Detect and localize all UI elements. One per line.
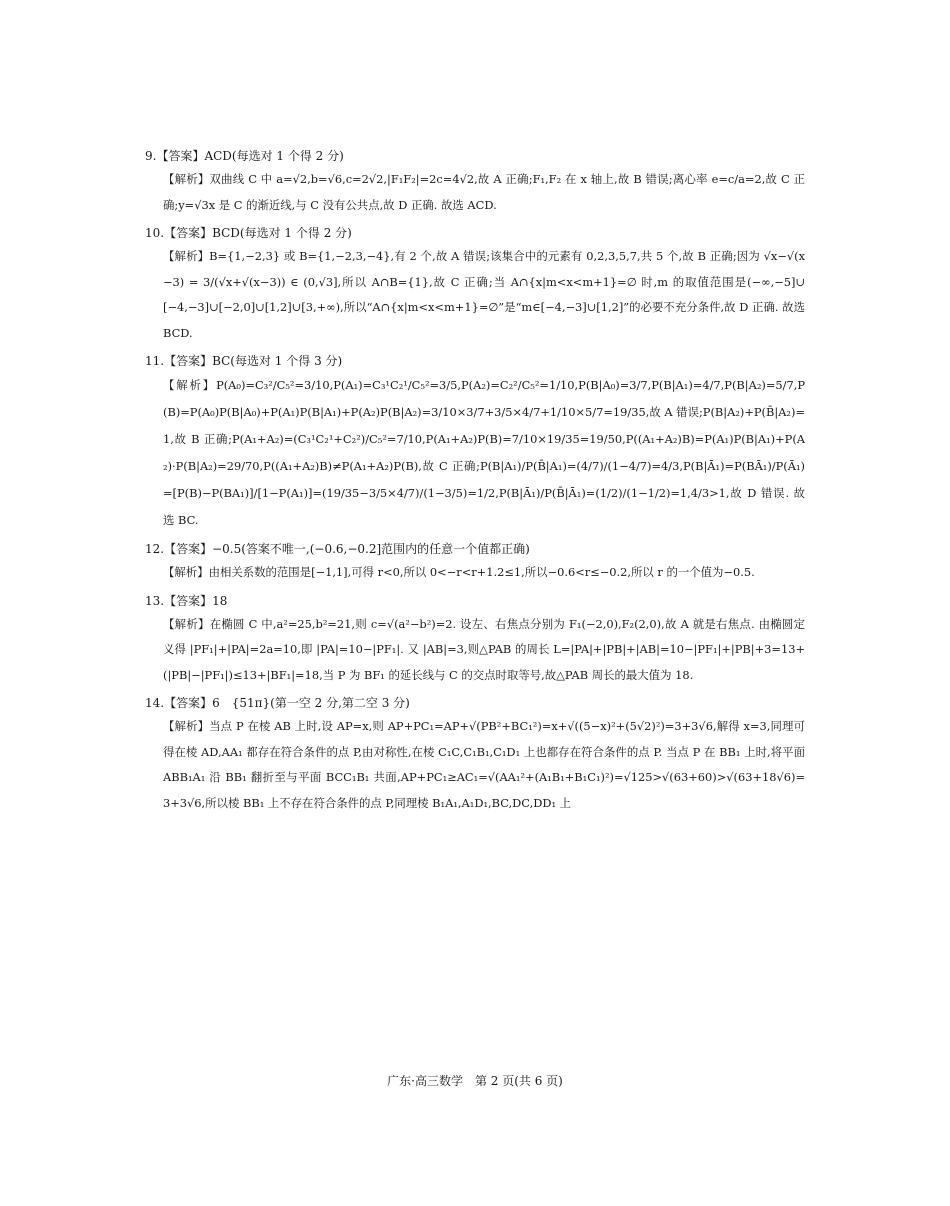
explanation: 【解析】双曲线 C 中 a=√2,b=√6,c=2√2,|F₁F₂|=2c=4√2,故 A 正确;F₁,F₂ 在 x 轴上,故 B 错误;离心率 e=c/a=2,故 C 正确;y=√3x 是 C 的渐近线,与 C 没有公共点,故 D 正确. 故选 ACD. xyxy=(163,172,805,212)
answer-line: 11.【答案】BC(每选对 1 个得 3 分) xyxy=(145,354,343,368)
explanation: 【解析】由相关系数的范围是[−1,1],可得 r<0,所以 0<−r<r+1.2≤1,所以−0.6<r≤−0.2,所以 r 的一个值为−0.5. xyxy=(163,565,755,579)
answer-line: 10.【答案】BCD(每选对 1 个得 2 分) xyxy=(145,226,352,240)
question-14 xyxy=(145,692,805,816)
answer-line: 12.【答案】−0.5(答案不唯一,(−0.6,−0.2]范围内的任意一个值都正确) xyxy=(145,542,530,556)
answer-line: 13.【答案】18 xyxy=(145,593,228,608)
explanation: 【解析】在椭圆 C 中,a²=25,b²=21,则 c=√(a²−b²)=2. 设左、右焦点分别为 F₁(−2,0),F₂(2,0),故 A 就是右焦点. 由椭圆定义得 |PF₁|+|PA|=2a=10,即 |PA|=10−|PF₁|. 又 |AB|=3,则△PAB 的周长 L=|PA|+|PB|+|AB|=10−|PF₁|+|PB|+3=13+(|PB|−|PF₁|)≤13+|BF₁|=18,当 P 为 BF₁ 的延长线与 C 的交点时取等号,故△PAB 周长的最大值为 18. xyxy=(163,616,805,682)
answer-line: 14.【答案】6 {51π}(第一空 2 分,第二空 3 分) xyxy=(145,696,410,710)
question-9 xyxy=(145,145,805,218)
question-11 xyxy=(145,350,805,534)
answer-content xyxy=(145,145,805,820)
explanation: 【解析】B={1,−2,3} 或 B={1,−2,3,−4},有 2 个,故 A 错误;该集合中的元素有 0,2,3,5,7,共 5 个,故 B 正确;因为 √x−√(x−3) = 3/(√x+√(x−3)) ∈ (0,√3],所以 A∩B={1},故 C 正确;当 A∩{x|m<x<m+1}=∅ 时,m 的取值范围是(−∞,−5]∪[−4,−3]∪[−2,0]∪[1,2]∪[3,+∞),所以“A∩{x|m<x<m+1}=∅”是“m∈[−4,−3]∪[1,2]”的必要不充分条件,故 D 正确. 故选 BCD. xyxy=(163,249,805,340)
page-footer: 广东·高三数学 第 2 页(共 6 页) xyxy=(387,1074,563,1088)
question-12 xyxy=(145,538,805,586)
question-13 xyxy=(145,590,805,689)
explanation: 【解析】当点 P 在棱 AB 上时,设 AP=x,则 AP+PC₁=AP+√(PB²+BC₁²)=x+√((5−x)²+(5√2)²)=3+3√6,解得 x=3,同理可得在棱 AD,AA₁ 都存在符合条件的点 P,由对称性,在棱 C₁C,C₁B₁,C₁D₁ 上也都存在符合条件的点 P. 当点 P 在 BB₁ 上时,将平面 ABB₁A₁ 沿 BB₁ 翻折至与平面 BCC₁B₁ 共面,AP+PC₁≥AC₁=√(AA₁²+(A₁B₁+B₁C₁)²)=√125>√(63+60)>√(63+18√6)=3+3√6,所以棱 BB₁ 上不存在符合条件的点 P,同理棱 B₁A₁,A₁D₁,BC,DC,DD₁ 上 xyxy=(163,719,805,810)
answer-line: 9.【答案】ACD(每选对 1 个得 2 分) xyxy=(145,149,344,163)
question-10 xyxy=(145,222,805,346)
explanation: 【解析】P(A₀)=C₃²/C₅²=3/10,P(A₁)=C₃¹C₂¹/C₅²=3/5,P(A₂)=C₂²/C₅²=1/10,P(B|A₀)=3/7,P(B|A₁)=4/7,P(B|A₂)=5/7,P(B)=P(A₀)P(B|A₀)+P(A₁)P(B|A₁)+P(A₂)P(B|A₂)=3/10×3/7+3/5×4/7+1/10×5/7=19/35,故 A 错误;P(B|A₂)+P(B̄|A₂)=1,故 B 正确;P(A₁+A₂)=(C₃¹C₂¹+C₂²)/C₅²=7/10,P(A₁+A₂)P(B)=7/10×19/35=19/50,P((A₁+A₂)B)=P(A₁)P(B|A₁)+P(A₂)·P(B|A₂)=29/70,P((A₁+A₂)B)≠P(A₁+A₂)P(B),故 C 正确;P(B|A₁)/P(B̄|A₁)=(4/7)/(1−4/7)=4/3,P(B|Ā₁)=P(BĀ₁)/P(Ā₁)=[P(B)−P(BA₁)]/[1−P(A₁)]=(19/35−3/5×4/7)/(1−3/5)=1/2,P(B|Ā₁)/P(B̄|Ā₁)=(1/2)/(1−1/2)=1,4/3>1,故 D 错误. 故选 BC. xyxy=(163,378,805,527)
